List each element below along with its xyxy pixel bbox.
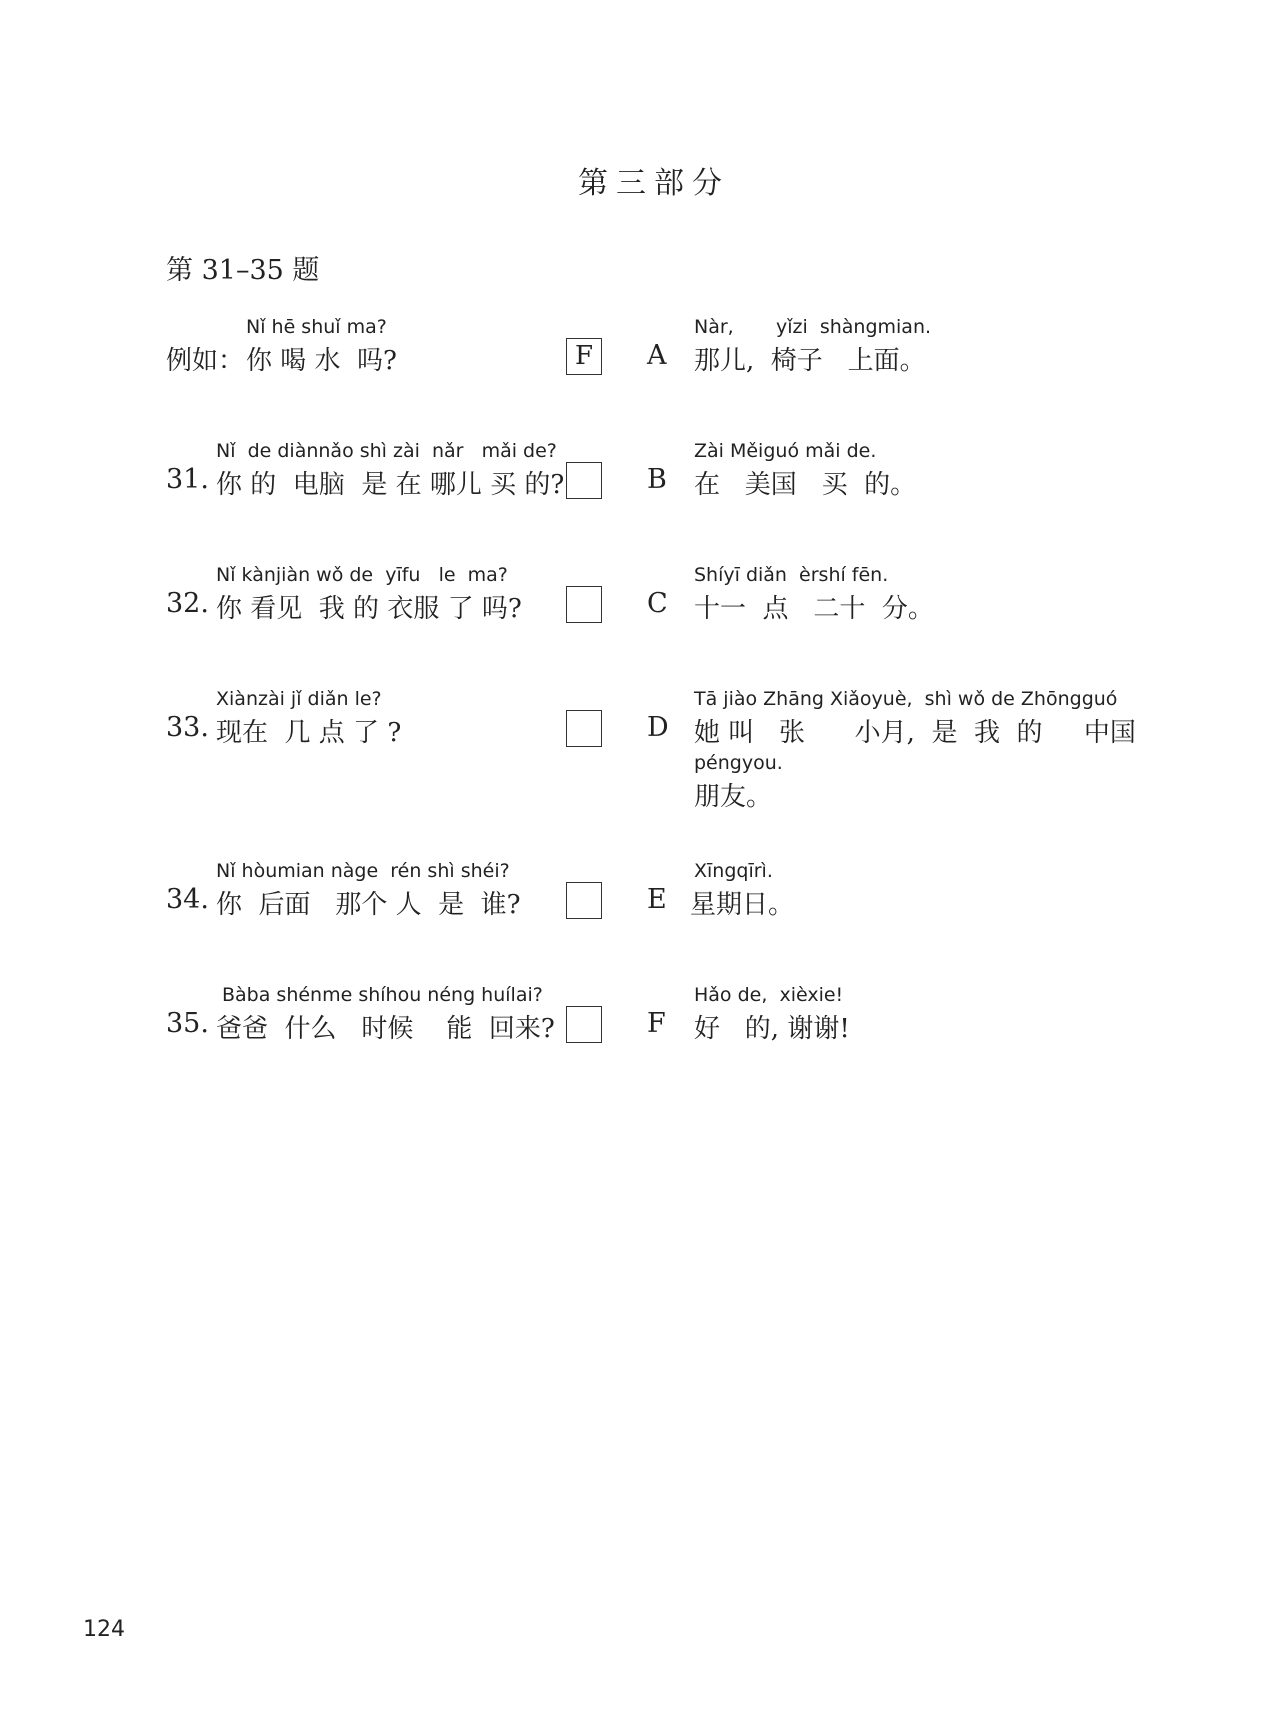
q35-question: 爸爸 什么 时候 能 回来? [216, 1014, 555, 1044]
option-b-text: 在 美国 买 的。 [694, 470, 917, 500]
q34-question: 你 后面 那个 人 是 谁? [216, 890, 521, 920]
example-question: 你 喝 水 吗? [246, 346, 397, 376]
example-answer: F [574, 341, 594, 371]
q31-pinyin: Nǐ de diànnǎo shì zài nǎr mǎi de? [216, 440, 557, 462]
q32-question: 你 看见 我 的 衣服 了 吗? [216, 594, 522, 624]
q32-answer-box[interactable] [566, 586, 602, 623]
option-c-pinyin: Shíyī diǎn èrshí fēn. [694, 564, 889, 586]
example-pinyin: Nǐ hē shuǐ ma? [246, 316, 387, 338]
option-c-text: 十一 点 二十 分。 [694, 594, 934, 624]
option-a-text: 那儿, 椅子 上面。 [694, 346, 926, 376]
option-d-pinyin-line2: péngyou. [694, 752, 783, 774]
q32-pinyin: Nǐ kànjiàn wǒ de yīfu le ma? [216, 564, 508, 586]
option-b-pinyin: Zài Měiguó mǎi de. [694, 440, 877, 462]
option-a-letter: A [647, 340, 667, 371]
option-b-letter: B [647, 464, 667, 495]
q35-pinyin: Bàba shénme shíhou néng huílai? [222, 984, 543, 1006]
q34-answer-box[interactable] [566, 882, 602, 919]
q32-number: 32. [166, 588, 209, 619]
question-range: 第 31–35 题 [166, 255, 320, 286]
option-f-text: 好 的, 谢谢! [694, 1014, 850, 1044]
q35-answer-box[interactable] [566, 1006, 602, 1043]
q34-pinyin: Nǐ hòumian nàge rén shì shéi? [216, 860, 510, 882]
option-f-letter: F [647, 1008, 666, 1039]
option-f-pinyin: Hǎo de, xièxie! [694, 984, 844, 1006]
option-e-pinyin: Xīngqīrì. [694, 860, 773, 882]
option-d-letter: D [647, 712, 669, 743]
q33-pinyin: Xiànzài jǐ diǎn le? [216, 688, 382, 710]
q33-answer-box[interactable] [566, 710, 602, 747]
option-e-text: 星期日。 [690, 890, 795, 920]
q34-number: 34. [166, 884, 209, 915]
section-title: 第三部分 [578, 166, 730, 201]
page-number: 124 [83, 1617, 125, 1642]
q31-question: 你 的 电脑 是 在 哪儿 买 的? [216, 470, 565, 500]
q31-number: 31. [166, 464, 209, 495]
q33-number: 33. [166, 712, 209, 743]
q31-answer-box[interactable] [566, 462, 602, 499]
option-d-text: 她 叫 张 小月, 是 我 的 中国 [694, 718, 1136, 748]
q35-number: 35. [166, 1008, 209, 1039]
option-c-letter: C [647, 588, 668, 619]
example-prefix: 例如： [166, 346, 245, 376]
q33-question: 现在 几 点 了 ? [216, 718, 402, 748]
option-d-pinyin: Tā jiào Zhāng Xiǎoyuè, shì wǒ de Zhōngguó [694, 688, 1118, 710]
option-a-pinyin: Nàr, yǐzi shàngmian. [694, 316, 932, 338]
option-d-text-line2: 朋友。 [694, 782, 773, 812]
example-answer-box [566, 338, 602, 375]
option-e-letter: E [647, 884, 667, 915]
